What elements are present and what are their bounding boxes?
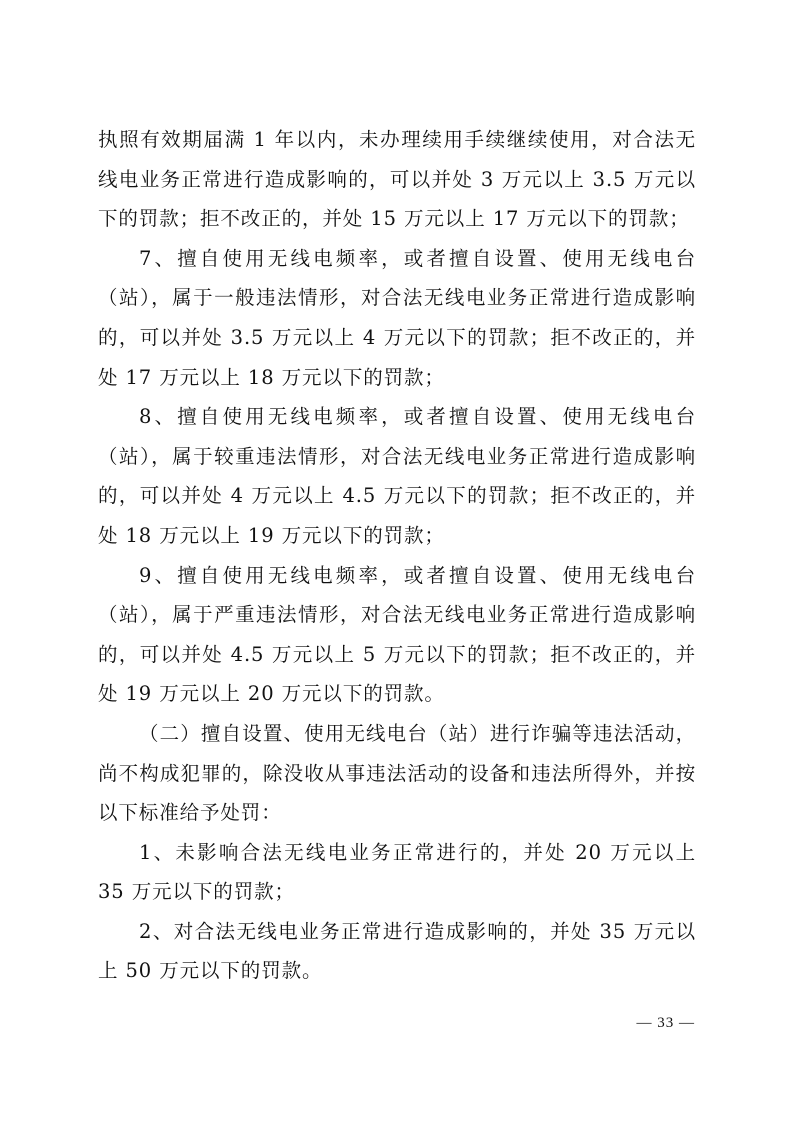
paragraph-section-2: （二）擅自设置、使用无线电台（站）进行诈骗等违法活动，尚不构成犯罪的，除没收从事违法活动的设备和违法所得外，并按以下标准给予处罚： xyxy=(98,721,696,825)
page-number: — 33 — xyxy=(636,1015,695,1031)
paragraph-item-9: 9、擅自使用无线电频率，或者擅自设置、使用无线电台（站），属于严重违法情形，对合法无线电业务正常进行造成影响的，可以并处 4.5 万元以上 5 万元以下的罚款；拒不改正的，并处 19 万元以上 20 万元以下的罚款。 xyxy=(98,563,696,706)
document-body xyxy=(98,120,696,991)
paragraph-item-8: 8、擅自使用无线电频率，或者擅自设置、使用无线电台（站），属于较重违法情形，对合法无线电业务正常进行造成影响的，可以并处 4 万元以上 4.5 万元以下的罚款；拒不改正的，并处 18 万元以上 19 万元以下的罚款； xyxy=(98,405,696,547)
paragraph-license-expiry: 执照有效期届满 1 年以内，未办理续用手续继续使用，对合法无线电业务正常进行造成影响的，可以并处 3 万元以上 3.5 万元以下的罚款；拒不改正的，并处 15 万元以上 17 万元以下的罚款； xyxy=(98,128,696,231)
paragraph-section-2-item-1: 1、未影响合法无线电业务正常进行的，并处 20 万元以上 35 万元以下的罚款； xyxy=(98,840,696,904)
paragraph-item-7: 7、擅自使用无线电频率，或者擅自设置、使用无线电台（站），属于一般违法情形，对合法无线电业务正常进行造成影响的，可以并处 3.5 万元以上 4 万元以下的罚款；拒不改正的，并处 17 万元以上 18 万元以下的罚款； xyxy=(98,246,696,389)
paragraph-section-2-item-2: 2、对合法无线电业务正常进行造成影响的，并处 35 万元以上 50 万元以下的罚款。 xyxy=(98,919,696,983)
